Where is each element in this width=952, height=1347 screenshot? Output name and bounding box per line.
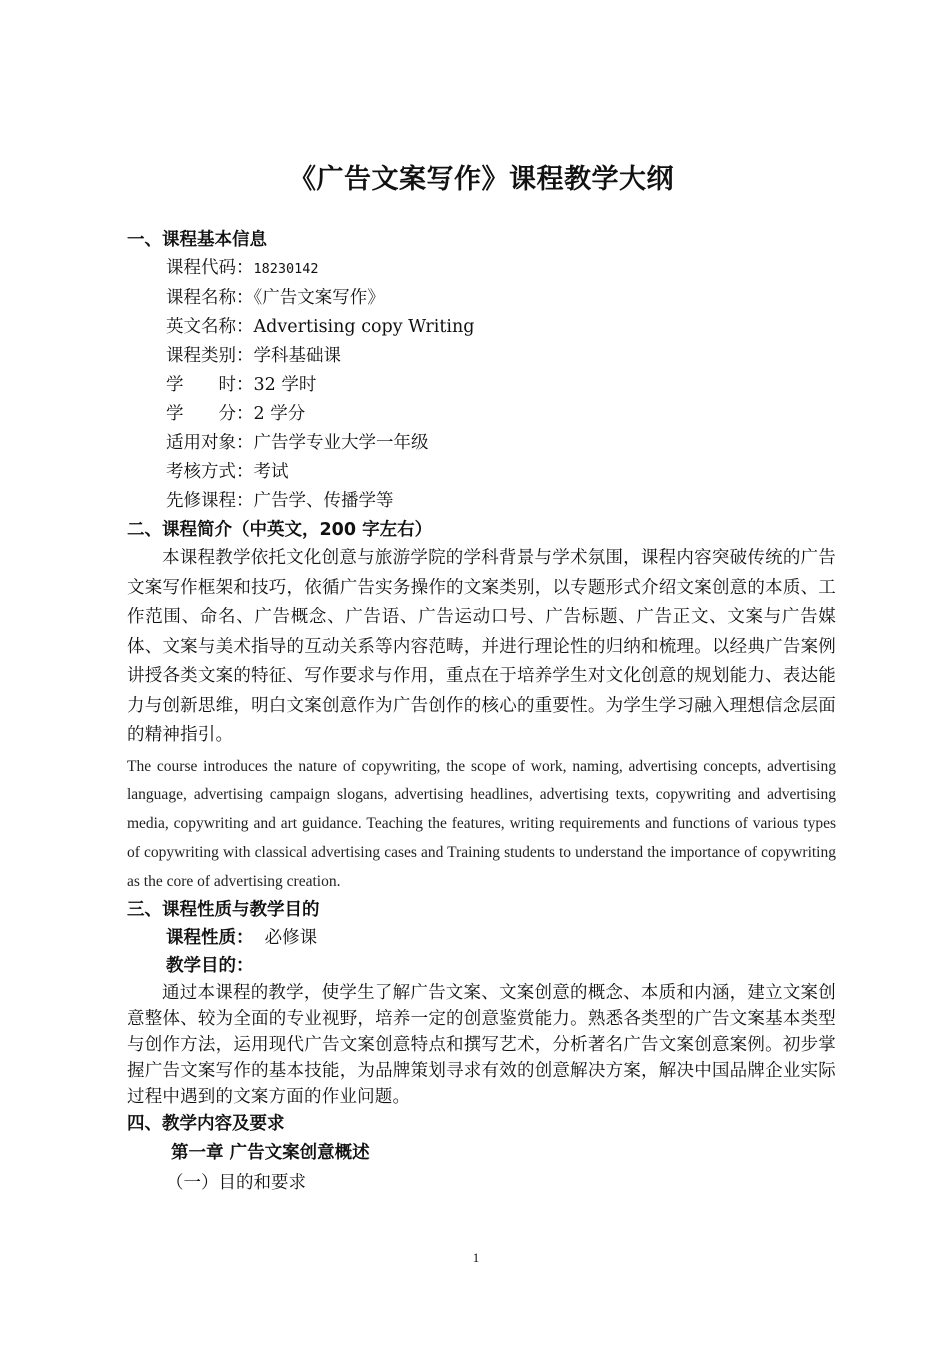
info-label: 考核方式： [166,462,254,482]
info-value: 《广告文案写作》 [253,288,385,308]
info-value: 2 学分 [253,404,306,424]
info-label: 课程类别： [166,346,254,366]
subsection-heading: （一）目的和要求 [166,1173,306,1194]
section-nature [127,896,836,1110]
section-heading-intro: 二、课程简介（中英文，200 字左右） [127,520,433,540]
section-heading-basic-info: 一、课程基本信息 [127,230,267,250]
info-value: 32 学时 [253,375,317,395]
info-row-name [166,284,836,313]
chapter-heading: 第一章 广告文案创意概述 [171,1143,370,1164]
info-row-credits [166,400,836,429]
section-intro [127,516,836,896]
info-value: 18230142 [253,261,319,277]
course-nature-label: 课程性质： [166,928,254,949]
info-row-hours [166,371,836,400]
teaching-purpose-label: 教学目的： [166,956,254,977]
info-label: 学 时： [166,375,254,395]
course-nature-value: 必修课 [264,928,318,949]
info-value: 广告学、传播学等 [253,491,394,511]
section-content [127,1110,836,1198]
section-basic-info [127,226,836,516]
info-row-code [166,254,836,284]
intro-paragraph-zh: 本课程教学依托文化创意与旅游学院的学科背景与学术氛围，课程内容突破传统的广告文案写作框架和技巧，依循广告实务操作的文案类别，以专题形式介绍文案创意的本质、工作范围、命名、广告概念、广告语、广告运动口号、广告标题、广告正文、文案与广告媒体、文案与美术指导的互动关系等内容范畴，并进行理论性的归纳和梳理。以经典广告案例讲授各类文案的特征、写作要求与作用，重点在于培养学生对文化创意的规划能力、表达能力与创新思维，明白文案创意作为广告创作的核心的重要性。为学生学习融入理想信念层面的精神指引。 [127,548,836,745]
info-row-english-name [166,313,836,342]
document-title: 《广告文案写作》课程教学大纲 [289,164,674,195]
info-row-audience [166,429,836,458]
info-label: 英文名称： [166,317,254,337]
info-value: Advertising copy Writing [253,317,475,337]
page-number: 1 [472,1250,480,1265]
course-nature-row [127,924,836,952]
section-heading-nature: 三、课程性质与教学目的 [127,900,320,921]
intro-paragraph-en: The course introduces the nature of copywriting, the scope of work, naming, advertising concepts, advertising language, advertising campaign slogans, advertising headlines, advertising texts, copywriting and advertising media, copywriting and art guidance. Teaching the features, writing requirements and functions of various types of copywriting with classical advertising cases and Training students to understand the importance of copywriting as the core of advertising creation. [127,757,836,890]
teaching-purpose-row [127,952,836,980]
info-label: 适用对象： [166,433,254,453]
section-heading-content: 四、教学内容及要求 [127,1114,285,1135]
info-row-category [166,342,836,371]
info-value: 广告学专业大学一年级 [253,433,429,453]
info-value: 考试 [253,462,289,482]
basic-info-list [127,254,836,516]
info-label: 先修课程： [166,491,254,511]
info-value: 学科基础课 [253,346,341,366]
info-row-prerequisites [166,487,836,516]
info-label: 课程名称： [166,288,254,308]
info-label: 课程代码： [166,258,254,278]
teaching-purpose-paragraph: 通过本课程的教学，使学生了解广告文案、文案创意的概念、本质和内涵，建立文案创意整体、较为全面的专业视野，培养一定的创意鉴赏能力。熟悉各类型的广告文案基本类型与创作方法，运用现代广告文案创意特点和撰写艺术，分析著名广告文案创意案例。初步掌握广告文案写作的基本技能，为品牌策划寻求有效的创意解决方案，解决中国品牌企业实际过程中遇到的文案方面的作业问题。 [127,983,836,1108]
info-label: 学 分： [166,404,254,424]
info-row-assessment [166,458,836,487]
